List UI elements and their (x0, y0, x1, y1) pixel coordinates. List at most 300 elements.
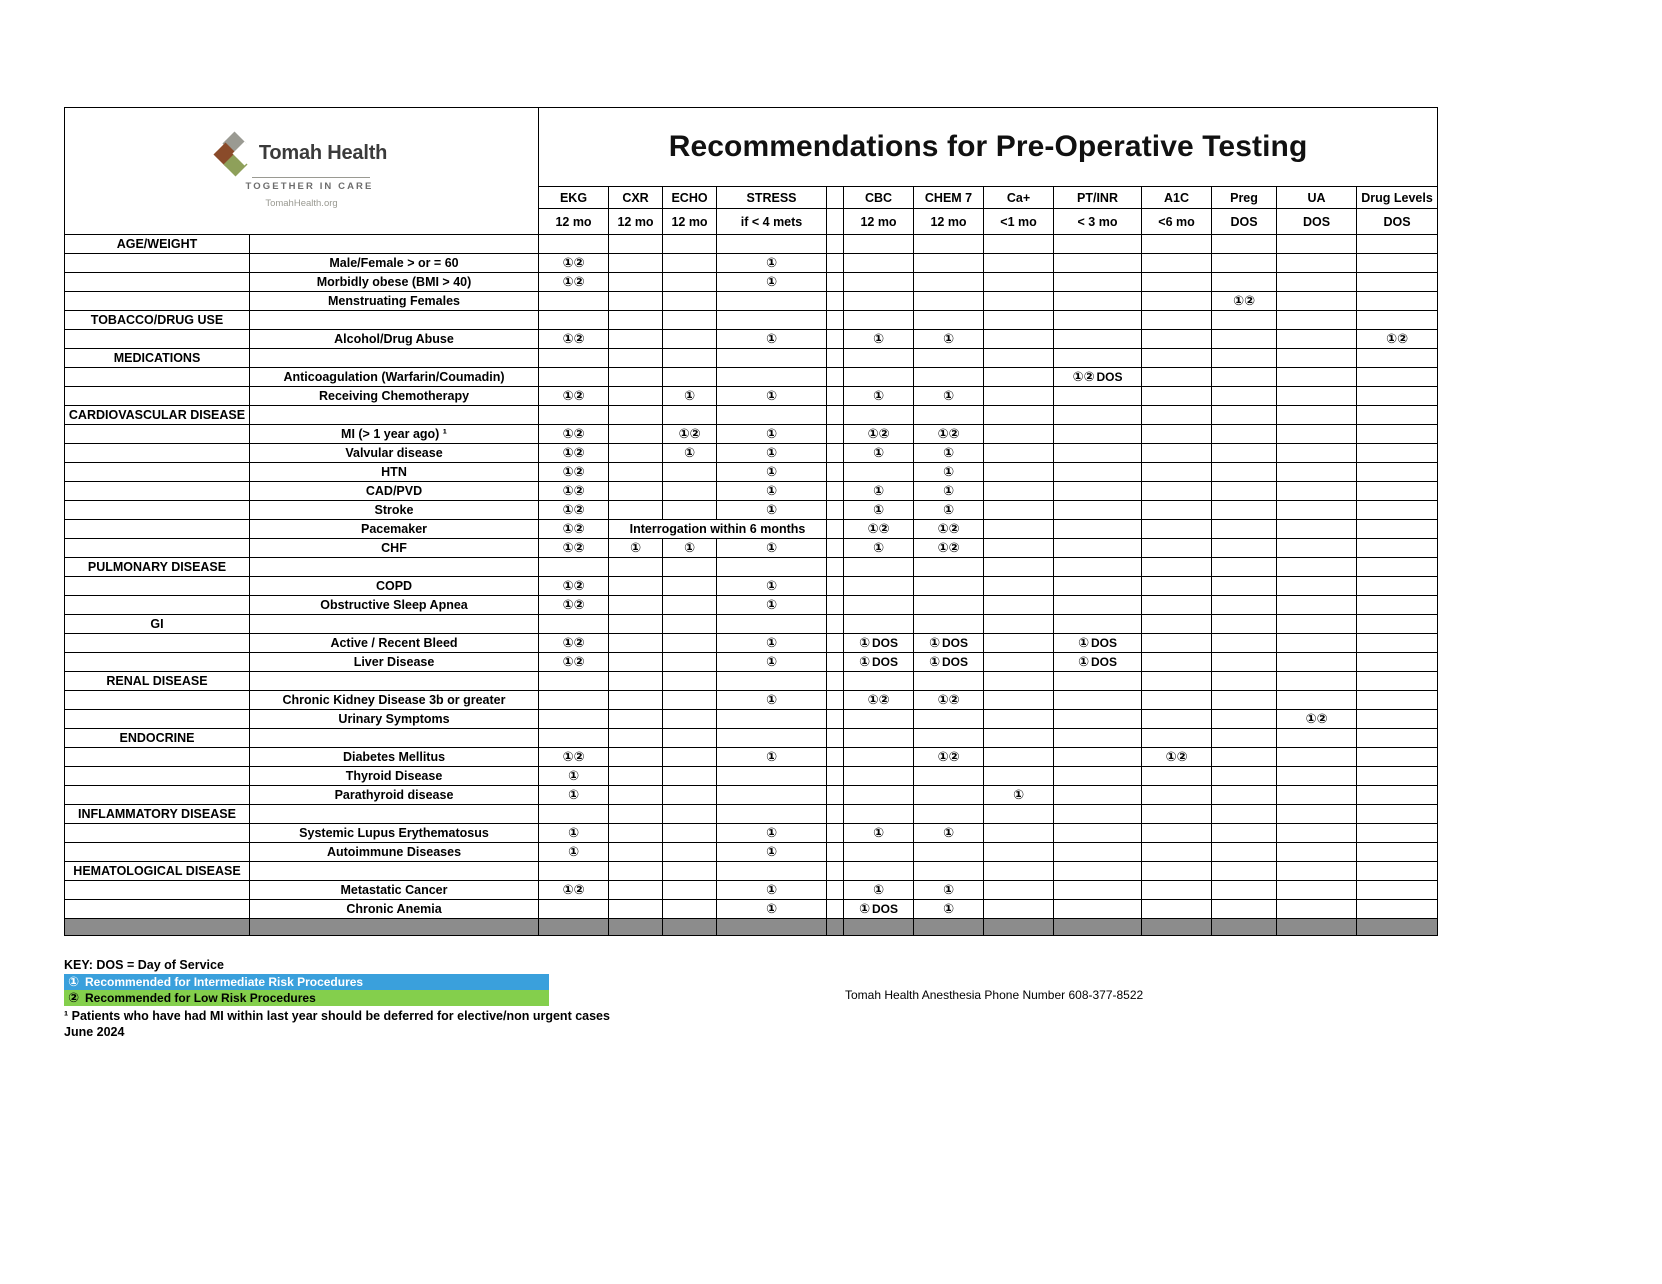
circled-two-icon: ② (878, 693, 890, 708)
cell-ua-morbidly-obese-bmi-40 (1277, 273, 1357, 292)
circled-two-icon: ② (948, 427, 960, 442)
cell-cbc-chronic-kidney-disease-3b-or-greater (844, 691, 914, 710)
cell-ekg-morbidly-obese-bmi-40 (539, 273, 609, 292)
row-indent (65, 387, 250, 406)
cell-ekg-obstructive-sleep-apnea (539, 596, 609, 615)
cell-ekg-pacemaker (539, 520, 609, 539)
cell-echo-mi-1-year-ago (663, 425, 717, 444)
cell-ekg-valvular-disease (539, 444, 609, 463)
column-timing-echo: 12 mo (663, 209, 717, 235)
cell-stress-alcohol-drug-abuse (717, 330, 827, 349)
cell-ekg-stroke (539, 501, 609, 520)
cell-stress-mi-1-year-ago (717, 425, 827, 444)
cell-ca--urinary-symptoms (984, 710, 1054, 729)
circled-one-icon: ① (562, 541, 574, 556)
cell-cxr-male-female-or-60 (609, 254, 663, 273)
condition-label-chronic-kidney-disease-3b-or-greater: Chronic Kidney Disease 3b or greater (250, 691, 539, 710)
circled-one-icon: ① (562, 636, 574, 651)
cell-ekg-urinary-symptoms (539, 710, 609, 729)
cell-ca--diabetes-mellitus (984, 748, 1054, 767)
dos-marker: DOS (1096, 370, 1123, 384)
circled-one-icon: ① (943, 389, 955, 404)
cell-ekg-chronic-anemia (539, 900, 609, 919)
cell-ua-parathyroid-disease (1277, 786, 1357, 805)
circled-one-icon: ① (766, 579, 778, 594)
table-row (65, 482, 1438, 501)
cell-cbc-anticoagulation-warfarin-coumadin (844, 368, 914, 387)
cell-pt-inr-cad-pvd (1054, 482, 1142, 501)
cell-ua-systemic-lupus-erythematosus (1277, 824, 1357, 843)
table-row (65, 843, 1438, 862)
column-timing-chem-7: 12 mo (914, 209, 984, 235)
cell-cbc-thyroid-disease (844, 767, 914, 786)
title-row (65, 108, 1438, 187)
cell-preg-receiving-chemotherapy (1212, 387, 1277, 406)
cell-ekg-male-female-or-60 (539, 254, 609, 273)
cell-drug-levels-morbidly-obese-bmi-40 (1357, 273, 1438, 292)
cell-preg-copd (1212, 577, 1277, 596)
cell-ua-valvular-disease (1277, 444, 1357, 463)
row-indent (65, 273, 250, 292)
cell-cxr-active-recent-bleed (609, 634, 663, 653)
spacer-column (827, 919, 844, 936)
cell-cbc-morbidly-obese-bmi-40 (844, 273, 914, 292)
legend-block (64, 958, 764, 1039)
dos-marker: DOS (872, 636, 899, 650)
table-row (65, 273, 1438, 292)
table-row (65, 444, 1438, 463)
cell-preg-mi-1-year-ago (1212, 425, 1277, 444)
spacer-column (827, 254, 844, 273)
mi-footnote: ¹ Patients who have had MI within last year should be deferred for elective/non urgent cases (64, 1009, 610, 1023)
cell-stress-chf (717, 539, 827, 558)
cell-drug-levels-htn (1357, 463, 1438, 482)
cell-ekg-copd (539, 577, 609, 596)
column-timing-ekg: 12 mo (539, 209, 609, 235)
cell-cxr-autoimmune-diseases (609, 843, 663, 862)
cell-drug-levels-diabetes-mellitus (1357, 748, 1438, 767)
cell-stress-active-recent-bleed (717, 634, 827, 653)
cell-chem-7-receiving-chemotherapy (914, 387, 984, 406)
circled-two-icon: ② (689, 427, 701, 442)
cell-ekg-menstruating-females (539, 292, 609, 311)
cell-drug-levels-chf (1357, 539, 1438, 558)
spacer-column (827, 539, 844, 558)
condition-label-liver-disease: Liver Disease (250, 653, 539, 672)
section-header-row (65, 235, 1438, 254)
cell-stress-thyroid-disease (717, 767, 827, 786)
spacer-column (827, 349, 844, 368)
column-header-drug-levels: Drug Levels (1357, 187, 1438, 209)
cell-stress-systemic-lupus-erythematosus (717, 824, 827, 843)
cell-cxr-metastatic-cancer (609, 881, 663, 900)
cell-pt-inr-thyroid-disease (1054, 767, 1142, 786)
row-indent (65, 330, 250, 349)
circled-one-icon: ① (562, 275, 574, 290)
row-indent (65, 368, 250, 387)
dos-marker: DOS (872, 655, 899, 669)
cell-a1c-chf (1142, 539, 1212, 558)
column-timing-pt-inr: < 3 mo (1054, 209, 1142, 235)
circled-two-icon: ② (573, 484, 585, 499)
circled-one-icon: ① (568, 826, 580, 841)
cell-preg-cad-pvd (1212, 482, 1277, 501)
row-indent (65, 577, 250, 596)
condition-label-systemic-lupus-erythematosus: Systemic Lupus Erythematosus (250, 824, 539, 843)
spacer-column (827, 748, 844, 767)
cell-cbc-htn (844, 463, 914, 482)
cell-cxr-thyroid-disease (609, 767, 663, 786)
table-row (65, 710, 1438, 729)
circled-one-icon: ① (943, 826, 955, 841)
circled-two-icon: ② (1244, 294, 1256, 309)
row-indent (65, 900, 250, 919)
cell-ca--receiving-chemotherapy (984, 387, 1054, 406)
circled-two-icon: ② (573, 636, 585, 651)
column-timing-preg: DOS (1212, 209, 1277, 235)
circled-two-icon: ② (1397, 332, 1409, 347)
cell-pt-inr-menstruating-females (1054, 292, 1142, 311)
circled-one-icon: ① (873, 541, 885, 556)
cell-echo-valvular-disease (663, 444, 717, 463)
circled-two-icon: ② (573, 256, 585, 271)
dos-marker: DOS (942, 655, 969, 669)
condition-label-parathyroid-disease: Parathyroid disease (250, 786, 539, 805)
circled-one-icon: ① (562, 446, 574, 461)
table-row (65, 786, 1438, 805)
circled-one-icon: ① (937, 522, 949, 537)
circled-one-icon: ① (562, 883, 574, 898)
cell-a1c-valvular-disease (1142, 444, 1212, 463)
circled-one-icon: ① (1233, 294, 1245, 309)
cell-echo-chf (663, 539, 717, 558)
circled-one-icon: ① (766, 902, 778, 917)
cell-cxr-valvular-disease (609, 444, 663, 463)
table-row (65, 292, 1438, 311)
circled-one-icon: ① (568, 769, 580, 784)
cell-pt-inr-morbidly-obese-bmi-40 (1054, 273, 1142, 292)
circled-one-icon: ① (937, 427, 949, 442)
legend-low-risk (64, 990, 549, 1006)
cell-stress-menstruating-females (717, 292, 827, 311)
cell-cxr-diabetes-mellitus (609, 748, 663, 767)
cell-chem-7-mi-1-year-ago (914, 425, 984, 444)
section-label-inflammatory-disease: INFLAMMATORY DISEASE (65, 805, 250, 824)
condition-label-male-female-or-60: Male/Female > or = 60 (250, 254, 539, 273)
spacer-column (827, 596, 844, 615)
cell-a1c-htn (1142, 463, 1212, 482)
cell-preg-systemic-lupus-erythematosus (1212, 824, 1277, 843)
cell-echo-male-female-or-60 (663, 254, 717, 273)
table-row (65, 368, 1438, 387)
cell-pt-inr-valvular-disease (1054, 444, 1142, 463)
section-label-tobacco-drug-use: TOBACCO/DRUG USE (65, 311, 250, 330)
circled-one-icon: ① (1165, 750, 1177, 765)
circled-two-icon: ② (573, 332, 585, 347)
row-indent (65, 539, 250, 558)
spacer-column (827, 425, 844, 444)
cell-interrogation-note: Interrogation within 6 months (609, 520, 827, 539)
cell-pt-inr-parathyroid-disease (1054, 786, 1142, 805)
table-row (65, 425, 1438, 444)
cell-ca--anticoagulation-warfarin-coumadin (984, 368, 1054, 387)
cell-chem-7-menstruating-females (914, 292, 984, 311)
circled-two-icon: ② (573, 579, 585, 594)
circled-one-icon: ① (1078, 655, 1090, 670)
cell-preg-parathyroid-disease (1212, 786, 1277, 805)
cell-pt-inr-anticoagulation-warfarin-coumadin (1054, 368, 1142, 387)
cell-stress-copd (717, 577, 827, 596)
column-timing-stress: if < 4 mets (717, 209, 827, 235)
spacer-column (827, 805, 844, 824)
circled-one-icon: ① (873, 503, 885, 518)
spacer-column (827, 900, 844, 919)
section-label-age-weight: AGE/WEIGHT (65, 235, 250, 254)
cell-drug-levels-metastatic-cancer (1357, 881, 1438, 900)
cell-ekg-autoimmune-diseases (539, 843, 609, 862)
cell-chem-7-diabetes-mellitus (914, 748, 984, 767)
circled-one-icon: ① (1078, 636, 1090, 651)
column-timing-cbc: 12 mo (844, 209, 914, 235)
cell-preg-obstructive-sleep-apnea (1212, 596, 1277, 615)
cell-drug-levels-alcohol-drug-abuse (1357, 330, 1438, 349)
cell-ua-cad-pvd (1277, 482, 1357, 501)
condition-label-htn: HTN (250, 463, 539, 482)
circled-two-icon: ② (573, 541, 585, 556)
cell-ekg-cad-pvd (539, 482, 609, 501)
cell-echo-anticoagulation-warfarin-coumadin (663, 368, 717, 387)
circled-one-icon: ① (678, 427, 690, 442)
cell-a1c-liver-disease (1142, 653, 1212, 672)
circled-one-icon: ① (867, 427, 879, 442)
condition-label-mi-1-year-ago: MI (> 1 year ago) ¹ (250, 425, 539, 444)
cell-stress-metastatic-cancer (717, 881, 827, 900)
spacer-column (827, 729, 844, 748)
cell-a1c-mi-1-year-ago (1142, 425, 1212, 444)
section-header-row (65, 406, 1438, 425)
section-label-endocrine: ENDOCRINE (65, 729, 250, 748)
spacer-column (827, 862, 844, 881)
condition-label-menstruating-females: Menstruating Females (250, 292, 539, 311)
cell-cxr-receiving-chemotherapy (609, 387, 663, 406)
condition-label-urinary-symptoms: Urinary Symptoms (250, 710, 539, 729)
cell-cxr-htn (609, 463, 663, 482)
circled-one-icon: ① (766, 845, 778, 860)
dos-marker: DOS (1091, 636, 1118, 650)
circled-two-icon: ② (878, 522, 890, 537)
cell-preg-pacemaker (1212, 520, 1277, 539)
cell-cbc-mi-1-year-ago (844, 425, 914, 444)
condition-label-alcohol-drug-abuse: Alcohol/Drug Abuse (250, 330, 539, 349)
document-title-banner (539, 108, 1438, 187)
spacer-column (827, 558, 844, 577)
key-label: KEY: DOS = Day of Service (64, 958, 224, 972)
circled-one-icon: ① (562, 465, 574, 480)
circled-one-icon: ① (873, 446, 885, 461)
spacer-column (827, 786, 844, 805)
condition-label-valvular-disease: Valvular disease (250, 444, 539, 463)
tomah-diamond-logo-icon (216, 134, 256, 174)
cell-stress-chronic-anemia (717, 900, 827, 919)
spacer-column (827, 311, 844, 330)
cell-chem-7-systemic-lupus-erythematosus (914, 824, 984, 843)
condition-label-cad-pvd: CAD/PVD (250, 482, 539, 501)
cell-a1c-metastatic-cancer (1142, 881, 1212, 900)
cell-chem-7-htn (914, 463, 984, 482)
cell-cxr-chf (609, 539, 663, 558)
column-header-a1c: A1C (1142, 187, 1212, 209)
circled-one-icon: ① (562, 750, 574, 765)
cell-ua-anticoagulation-warfarin-coumadin (1277, 368, 1357, 387)
cell-echo-copd (663, 577, 717, 596)
cell-a1c-cad-pvd (1142, 482, 1212, 501)
column-header-echo: ECHO (663, 187, 717, 209)
circled-one-icon: ① (766, 484, 778, 499)
row-indent (65, 691, 250, 710)
circled-one-icon: ① (943, 484, 955, 499)
cell-drug-levels-menstruating-females (1357, 292, 1438, 311)
spacer-column (827, 444, 844, 463)
cell-drug-levels-chronic-kidney-disease-3b-or-greater (1357, 691, 1438, 710)
cell-stress-liver-disease (717, 653, 827, 672)
cell-ekg-alcohol-drug-abuse (539, 330, 609, 349)
row-indent (65, 596, 250, 615)
cell-echo-metastatic-cancer (663, 881, 717, 900)
circled-one-icon: ① (766, 636, 778, 651)
cell-drug-levels-valvular-disease (1357, 444, 1438, 463)
cell-drug-levels-parathyroid-disease (1357, 786, 1438, 805)
circled-one-icon: ① (1072, 370, 1084, 385)
cell-preg-htn (1212, 463, 1277, 482)
circled-one-icon: ① (562, 522, 574, 537)
cell-ca--mi-1-year-ago (984, 425, 1054, 444)
cell-ekg-chronic-kidney-disease-3b-or-greater (539, 691, 609, 710)
cell-ua-stroke (1277, 501, 1357, 520)
circled-one-icon: ① (562, 332, 574, 347)
cell-stress-stroke (717, 501, 827, 520)
cell-stress-morbidly-obese-bmi-40 (717, 273, 827, 292)
section-header-row (65, 729, 1438, 748)
row-indent (65, 520, 250, 539)
cell-ca--parathyroid-disease (984, 786, 1054, 805)
row-indent (65, 843, 250, 862)
cell-stress-cad-pvd (717, 482, 827, 501)
spacer-column (827, 767, 844, 786)
cell-cxr-menstruating-females (609, 292, 663, 311)
cell-chem-7-obstructive-sleep-apnea (914, 596, 984, 615)
circled-one-icon: ① (766, 389, 778, 404)
circled-one-icon: ① (562, 579, 574, 594)
cell-preg-metastatic-cancer (1212, 881, 1277, 900)
cell-a1c-menstruating-females (1142, 292, 1212, 311)
circled-two-icon: ② (573, 465, 585, 480)
section-header-row (65, 862, 1438, 881)
cell-drug-levels-male-female-or-60 (1357, 254, 1438, 273)
cell-chem-7-pacemaker (914, 520, 984, 539)
condition-label-receiving-chemotherapy: Receiving Chemotherapy (250, 387, 539, 406)
table-row (65, 900, 1438, 919)
cell-chem-7-chf (914, 539, 984, 558)
cell-chem-7-alcohol-drug-abuse (914, 330, 984, 349)
cell-ca--htn (984, 463, 1054, 482)
column-header-preg: Preg (1212, 187, 1277, 209)
circled-one-icon: ① (766, 826, 778, 841)
circled-one-icon: ① (766, 541, 778, 556)
cell-chem-7-parathyroid-disease (914, 786, 984, 805)
cell-chem-7-urinary-symptoms (914, 710, 984, 729)
cell-cbc-alcohol-drug-abuse (844, 330, 914, 349)
circled-one-icon: ① (562, 427, 574, 442)
cell-a1c-receiving-chemotherapy (1142, 387, 1212, 406)
condition-label-active-recent-bleed: Active / Recent Bleed (250, 634, 539, 653)
cell-a1c-alcohol-drug-abuse (1142, 330, 1212, 349)
circled-one-icon: ① (568, 845, 580, 860)
cell-drug-levels-liver-disease (1357, 653, 1438, 672)
cell-cbc-obstructive-sleep-apnea (844, 596, 914, 615)
cell-cxr-systemic-lupus-erythematosus (609, 824, 663, 843)
cell-pt-inr-chronic-kidney-disease-3b-or-greater (1054, 691, 1142, 710)
cell-ekg-mi-1-year-ago (539, 425, 609, 444)
circled-one-icon: ① (766, 503, 778, 518)
spacer-column (827, 292, 844, 311)
circled-one-icon: ① (684, 389, 696, 404)
cell-cbc-parathyroid-disease (844, 786, 914, 805)
cell-cxr-chronic-anemia (609, 900, 663, 919)
cell-pt-inr-mi-1-year-ago (1054, 425, 1142, 444)
circled-one-icon: ① (766, 256, 778, 271)
cell-ua-chf (1277, 539, 1357, 558)
section-label-hematological-disease: HEMATOLOGICAL DISEASE (65, 862, 250, 881)
row-indent (65, 881, 250, 900)
cell-preg-chronic-kidney-disease-3b-or-greater (1212, 691, 1277, 710)
cell-a1c-urinary-symptoms (1142, 710, 1212, 729)
cell-pt-inr-obstructive-sleep-apnea (1054, 596, 1142, 615)
column-header-stress: STRESS (717, 187, 827, 209)
cell-ca--cad-pvd (984, 482, 1054, 501)
section-label-renal-disease: RENAL DISEASE (65, 672, 250, 691)
cell-ua-htn (1277, 463, 1357, 482)
condition-label-thyroid-disease: Thyroid Disease (250, 767, 539, 786)
circled-two-icon: ② (1176, 750, 1188, 765)
cell-stress-anticoagulation-warfarin-coumadin (717, 368, 827, 387)
circled-two-icon: ② (573, 883, 585, 898)
circled-one-icon: ① (630, 541, 642, 556)
row-indent (65, 748, 250, 767)
condition-label-chronic-anemia: Chronic Anemia (250, 900, 539, 919)
legend-intermediate-label: Recommended for Intermediate Risk Procedures (85, 975, 364, 989)
cell-a1c-systemic-lupus-erythematosus (1142, 824, 1212, 843)
row-indent (65, 767, 250, 786)
cell-cbc-male-female-or-60 (844, 254, 914, 273)
cell-cxr-cad-pvd (609, 482, 663, 501)
table-row (65, 634, 1438, 653)
table-row (65, 748, 1438, 767)
cell-cbc-metastatic-cancer (844, 881, 914, 900)
cell-echo-thyroid-disease (663, 767, 717, 786)
circled-one-icon: ① (1305, 712, 1317, 727)
cell-a1c-parathyroid-disease (1142, 786, 1212, 805)
cell-cbc-pacemaker (844, 520, 914, 539)
circled-one-icon: ① (562, 256, 574, 271)
row-indent (65, 710, 250, 729)
cell-echo-systemic-lupus-erythematosus (663, 824, 717, 843)
cell-drug-levels-anticoagulation-warfarin-coumadin (1357, 368, 1438, 387)
cell-ca--systemic-lupus-erythematosus (984, 824, 1054, 843)
cell-cxr-morbidly-obese-bmi-40 (609, 273, 663, 292)
circled-two-icon: ② (573, 522, 585, 537)
cell-cxr-alcohol-drug-abuse (609, 330, 663, 349)
circled-one-icon: ① (859, 655, 871, 670)
